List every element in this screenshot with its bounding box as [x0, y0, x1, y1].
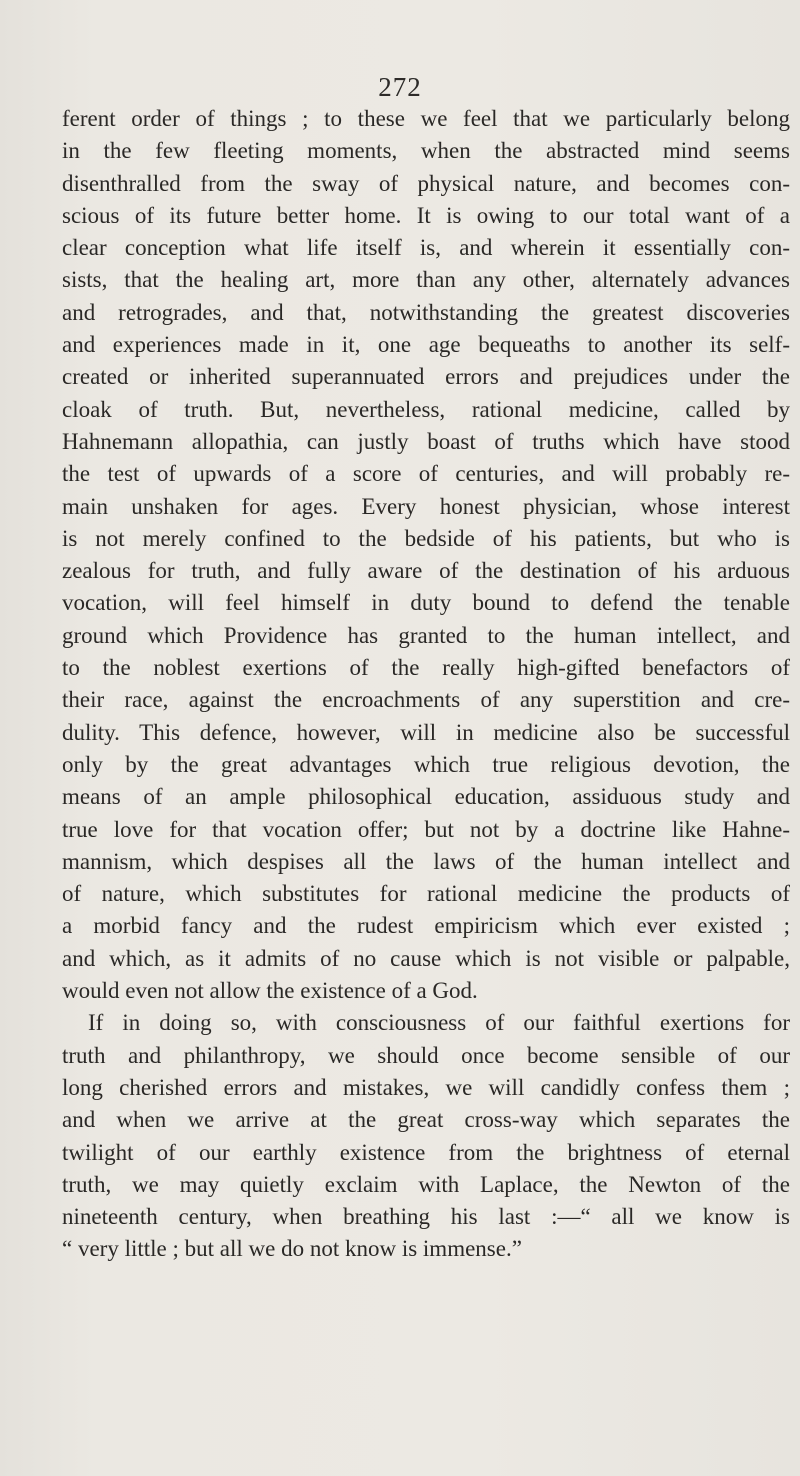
- text-line: twilight of our earthly existence from the brightness of eternal: [62, 1139, 790, 1165]
- text-line: ferent order of things ; to these we feel that we particularly belong: [62, 106, 790, 131]
- text-line: truth, we may quietly exclaim with Laplace, the Newton of the: [62, 1171, 790, 1197]
- text-line: in the few fleeting moments, when the abstracted mind seems: [62, 138, 790, 164]
- text-line: “ very little ; but all we do not know is immense.”: [62, 1236, 522, 1262]
- text-line: created or inherited superannuated errors and prejudices under the: [62, 364, 790, 390]
- text-line: vocation, will feel himself in duty bound to defend the tenable: [62, 590, 790, 616]
- paragraph-1: [62, 103, 790, 1007]
- text-line: cloak of truth. But, nevertheless, rational medicine, called by: [62, 396, 790, 422]
- body-text: [62, 103, 790, 1266]
- text-line: sists, that the healing art, more than any other, alternately advances: [62, 267, 790, 293]
- text-line: truth and philanthropy, we should once become sensible of our: [62, 1042, 790, 1068]
- text-line: zealous for truth, and fully aware of the destination of his arduous: [62, 558, 790, 584]
- text-line: would even not allow the existence of a God.: [62, 978, 478, 1004]
- text-line: means of an ample philosophical education, assiduous study and: [62, 784, 790, 810]
- text-line: long cherished errors and mistakes, we will candidly confess them ;: [62, 1074, 790, 1100]
- text-line: true love for that vocation offer; but not by a doctrine like Hahne-: [62, 816, 790, 842]
- text-line: and which, as it admits of no cause which is not visible or palpable,: [62, 945, 790, 971]
- text-line: the test of upwards of a score of centuries, and will probably re-: [62, 461, 790, 487]
- text-line: If in doing so, with consciousness of our faithful exertions for: [88, 1010, 790, 1036]
- text-line: a morbid fancy and the rudest empiricism which ever existed ;: [62, 913, 790, 939]
- text-line: ground which Providence has granted to the human intellect, and: [62, 622, 790, 648]
- text-line: mannism, which despises all the laws of the human intellect and: [62, 848, 790, 874]
- text-line: and when we arrive at the great cross-way which separates the: [62, 1107, 790, 1133]
- text-line: and experiences made in it, one age bequeaths to another its self-: [62, 332, 790, 358]
- text-line: main unshaken for ages. Every honest physician, whose interest: [62, 493, 790, 519]
- text-line: their race, against the encroachments of any superstition and cre-: [62, 687, 790, 713]
- paragraph-2: [62, 1007, 790, 1265]
- text-line: scious of its future better home. It is owing to our total want of a: [62, 202, 790, 228]
- page-number: 272: [378, 72, 422, 102]
- text-line: and retrogrades, and that, notwithstanding the greatest discoveries: [62, 299, 790, 325]
- text-line: only by the great advantages which true religious devotion, the: [62, 751, 790, 777]
- text-line: nineteenth century, when breathing his last :—“ all we know is: [62, 1204, 790, 1230]
- text-line: to the noblest exertions of the really high-gifted benefactors of: [62, 655, 790, 681]
- text-line: is not merely confined to the bedside of his patients, but who is: [62, 525, 790, 551]
- text-line: clear conception what life itself is, and wherein it essentially con-: [62, 235, 790, 261]
- text-line: disenthralled from the sway of physical nature, and becomes con-: [62, 170, 790, 196]
- text-line: dulity. This defence, however, will in medicine also be successful: [62, 719, 790, 745]
- text-line: of nature, which substitutes for rational medicine the products of: [62, 881, 790, 907]
- text-line: Hahnemann allopathia, can justly boast of truths which have stood: [62, 428, 790, 454]
